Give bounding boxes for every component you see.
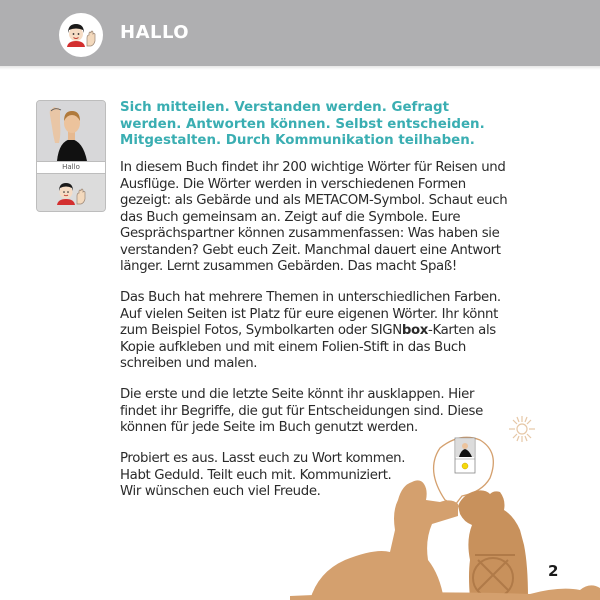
page-header	[0, 0, 600, 66]
paragraph-themes	[120, 290, 510, 373]
sign-gesture-hello-icon	[37, 101, 105, 161]
paragraph-intro: In diesem Buch findet ihr 200 wichtige Wörter für Reisen und Ausflüge. Die Wörter werden in verschiedenen Formen gezeigt: als Gebärde und als METACOM-Symbol. Schaut euch das Buch gemeinsam an. Zeigt auf die Symbole. Eure Gesprächspartner können zusammenfassen: Was haben sie verstanden? Gebt euch Zeit. Manchmal dauert eine Antwort länger. Lernt zusammen Gebärden. Das macht Spaß!	[120, 160, 508, 274]
sign-card-symbol	[37, 174, 105, 212]
man-wheelchair-silhouette	[458, 490, 528, 598]
hello-girl-waving-icon	[59, 13, 103, 57]
sign-card-gesture	[37, 101, 105, 161]
signbox-bold-text: box	[401, 323, 428, 338]
metacom-hello-symbol-icon	[37, 174, 105, 212]
sun-icon	[509, 416, 535, 442]
header-badge	[59, 13, 103, 57]
paragraph-themes-part2: -Karten als Kopie aufkleben und mit einem Folien-Stift in das Buch schreiben und malen.	[120, 323, 496, 371]
lead-text: Sich mitteilen. Verstanden werden. Gefragt werden. Antworten können. Selbst entscheiden. Mitgestalten. Durch Kommunikation teilhaben.	[120, 100, 485, 148]
paragraph-fold-out: Die erste und die letzte Seite könnt ihr ausklappen. Hier findet ihr Begriffe, die gut für Entscheidungen sind. Diese können für jede Seite im Buch genutzt werden.	[120, 387, 483, 435]
paragraph-themes-part1: Das Buch hat mehrere Themen in unterschiedlichen Farben. Auf vielen Seiten ist Platz für eure eigenen Wörter. Ihr könnt zum Beispiel Fotos, Symbolkarten oder SIGN	[120, 290, 501, 338]
woman-silhouette	[310, 480, 458, 600]
closing-line-3: Wir wünschen euch viel Freude.	[120, 484, 321, 499]
page-title: HALLO	[120, 22, 190, 43]
header-shadow	[0, 66, 600, 70]
closing-line-1: Probiert es aus. Lasst euch zu Wort kommen.	[120, 451, 406, 466]
sign-card-label: Hallo	[37, 161, 105, 174]
closing-line-2: Habt Geduld. Teilt euch mit. Kommuniziert.	[120, 467, 392, 483]
sign-card	[36, 100, 106, 212]
page-number: 2	[548, 562, 559, 580]
